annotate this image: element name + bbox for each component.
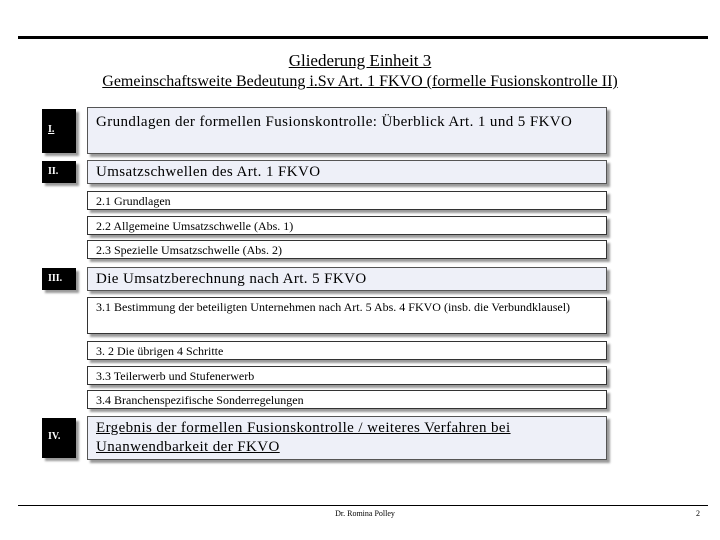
section-number: I.: [48, 124, 55, 135]
top-rule: [18, 36, 708, 39]
subsection-item: 3.4 Branchenspezifische Sonderregelungen: [87, 390, 607, 409]
page-subtitle: Gemeinschaftsweite Bedeutung i.Sv Art. 1 FKVO (formelle Fusionskontrolle II): [102, 73, 618, 90]
section-heading: Ergebnis der formellen Fusionskontrolle / weiteres Verfahren bei Unanwendbarkeit der FKVO: [87, 416, 607, 460]
section-heading: Die Umsatzberechnung nach Art. 5 FKVO: [87, 267, 607, 291]
section-number: IV.: [48, 431, 61, 442]
section-number-badge: [42, 418, 76, 458]
subsection-item: 3.1 Bestimmung der beteiligten Unternehmen nach Art. 5 Abs. 4 FKVO (insb. die Verbundklausel): [87, 297, 607, 334]
section-heading: Umsatzschwellen des Art. 1 FKVO: [87, 160, 607, 184]
bottom-rule: [18, 505, 708, 506]
section-heading: Grundlagen der formellen Fusionskontrolle: Überblick Art. 1 und 5 FKVO: [87, 107, 607, 154]
page-title: Gliederung Einheit 3: [288, 51, 432, 70]
section-number: II.: [48, 166, 59, 177]
section-number: III.: [48, 273, 63, 284]
subsection-item: 2.3 Spezielle Umsatzschwelle (Abs. 2): [87, 240, 607, 259]
subsection-item: 3. 2 Die übrigen 4 Schritte: [87, 341, 607, 360]
section-number-badge: [42, 109, 76, 153]
subsection-item: 2.1 Grundlagen: [87, 191, 607, 210]
subsection-item: 2.2 Allgemeine Umsatzschwelle (Abs. 1): [87, 216, 607, 235]
section-number-badge: [42, 268, 76, 290]
section-number-badge: [42, 161, 76, 183]
footer-author: Dr. Romina Polley: [335, 509, 395, 518]
subsection-item: 3.3 Teilerwerb und Stufenerwerb: [87, 366, 607, 385]
page-number: 2: [696, 509, 700, 518]
